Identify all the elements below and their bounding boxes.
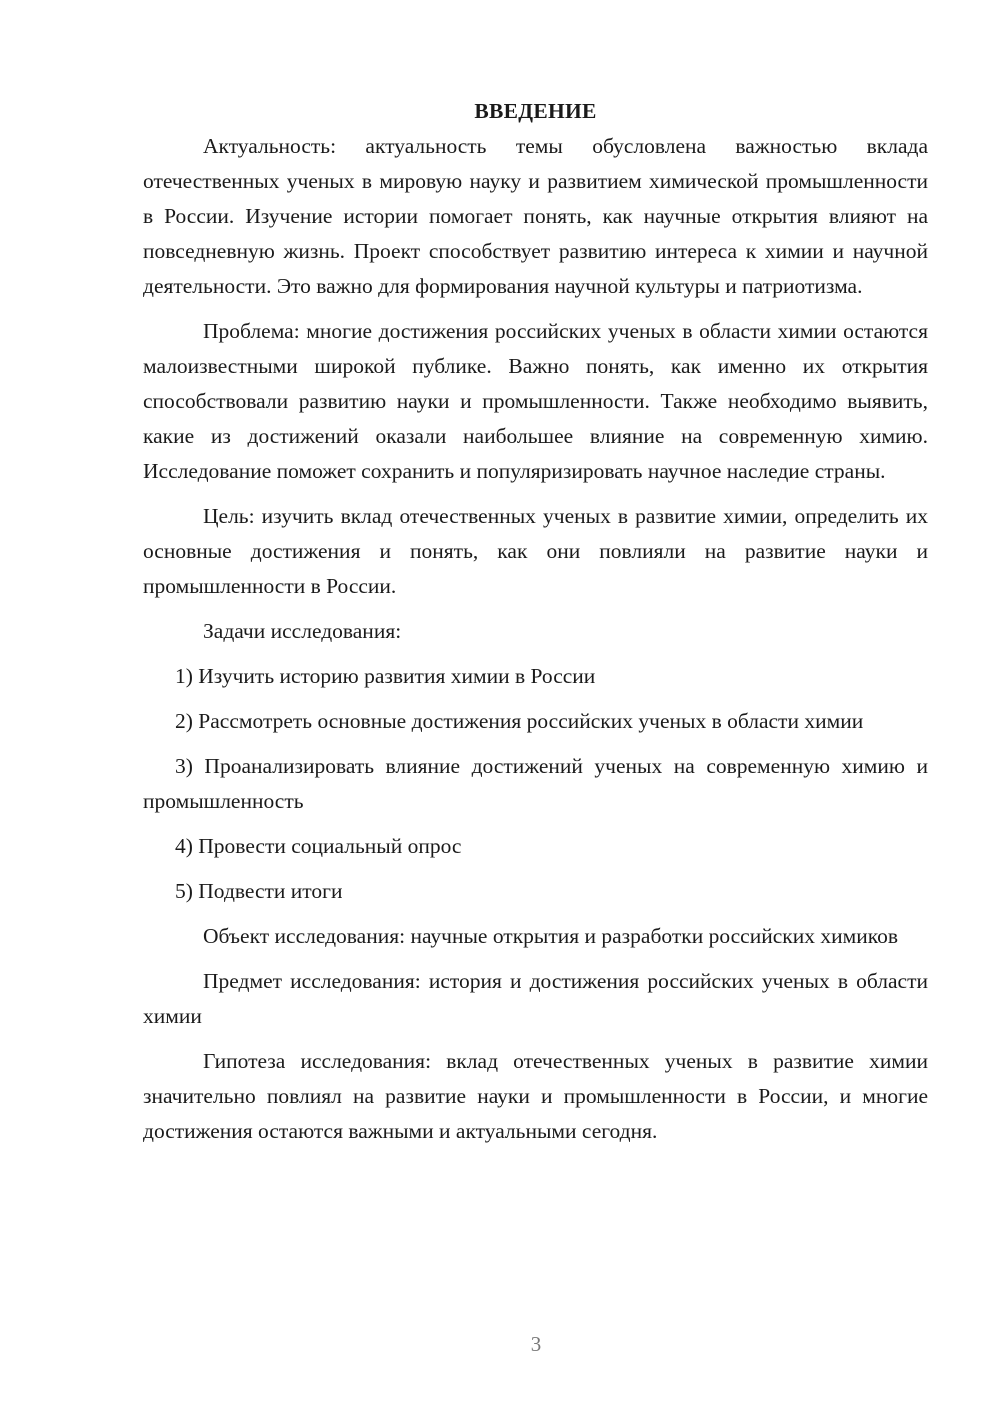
task-item-3: 3) Проанализировать влияние достижений ученых на современную химию и промышленность — [143, 754, 928, 813]
task-item-5: 5) Подвести итоги — [175, 879, 343, 903]
task-item-2: 2) Рассмотреть основные достижения российских ученых в области химии — [175, 709, 864, 733]
task-item-4: 4) Провести социальный опрос — [175, 834, 462, 858]
tasks-list — [143, 659, 928, 909]
page-number: 3 — [530, 1332, 542, 1356]
goal-paragraph: Цель: изучить вклад отечественных ученых в развитие химии, определить их основные достижения и понять, как они повлияли на развитие науки и промышленности в России. — [143, 504, 928, 598]
page-title: ВВЕДЕНИЕ — [474, 99, 597, 123]
subject-paragraph: Предмет исследования: история и достижения российских ученых в области химии — [143, 969, 928, 1028]
relevance-paragraph: Актуальность: актуальность темы обусловлена важностью вклада отечественных ученых в мировую науку и развитием химической промышленности в России. Изучение истории помогает понять, как научные открытия влияют на повседневную жизнь. Проект способствует развитию интереса к химии и научной деятельности. Это важно для формирования научной культуры и патриотизма. — [143, 134, 928, 298]
object-paragraph: Объект исследования: научные открытия и разработки российских химиков — [203, 924, 898, 948]
document-page — [143, 94, 928, 1149]
problem-paragraph: Проблема: многие достижения российских ученых в области химии остаются малоизвестными широкой публике. Важно понять, как именно их открытия способствовали развитию науки и промышленности. Также необходимо выявить, какие из достижений оказали наибольшее влияние на современную химию. Исследование поможет сохранить и популяризировать научное наследие страны. — [143, 319, 928, 483]
hypothesis-paragraph: Гипотеза исследования: вклад отечественных ученых в развитие химии значительно повлиял на развитие науки и промышленности в России, и многие достижения остаются важными и актуальными сегодня. — [143, 1049, 928, 1143]
task-item-1: 1) Изучить историю развития химии в России — [175, 664, 596, 688]
tasks-heading: Задачи исследования: — [203, 619, 402, 643]
